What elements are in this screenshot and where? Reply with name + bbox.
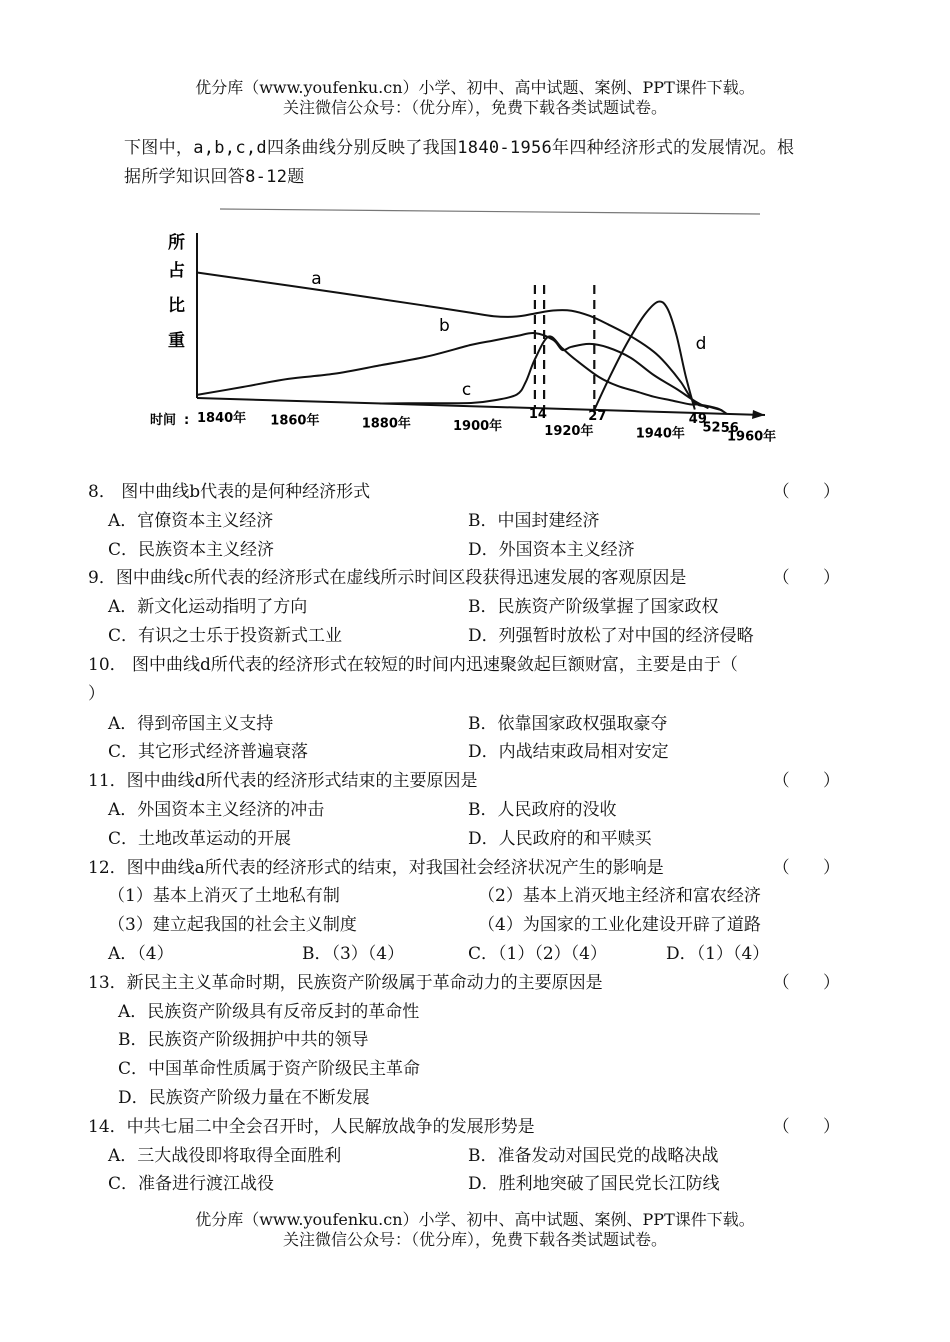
series-label-a: a: [311, 268, 322, 289]
option-d: D．民族资产阶级力量在不断发展: [118, 1087, 370, 1108]
option-d: D．内战结束政局相对安定: [468, 742, 669, 763]
question-stem: 13．新民主主义革命时期，民族资产阶级属于革命动力的主要原因是: [88, 972, 603, 993]
chart-top-rule: [220, 209, 760, 214]
option-a: A．三大战役即将取得全面胜利: [108, 1145, 342, 1166]
option-a: A．得到帝国主义支持: [108, 713, 274, 734]
question-13: [88, 969, 868, 998]
x-axis-arrow: [752, 410, 765, 419]
x-tick-label: 1940年: [635, 426, 685, 442]
statement-4: （4）为国家的工业化建设开辟了道路: [478, 915, 761, 936]
footer-line-2: 关注微信公众号：（优分库），免费下载各类试题试卷。: [282, 1230, 667, 1249]
option-c: C．准备进行渡江战役: [108, 1174, 275, 1195]
question-list: [88, 478, 868, 1199]
series-label-c: c: [461, 380, 472, 401]
question-9: [88, 564, 868, 593]
x-tick-label: 1960年: [727, 429, 777, 445]
option-a: A．官僚资本主义经济: [108, 510, 274, 531]
option-c: C．中国革命性质属于资产阶级民主革命: [118, 1059, 421, 1080]
header-line-1: 优分库（www.youfenku.cn）小学、初中、高中试题、案例、PPT课件下载。: [195, 78, 755, 97]
option-d: D．胜利地突破了国民党长江防线: [468, 1174, 720, 1195]
x-tick-label: 1880年: [361, 416, 411, 432]
option-d: D．列强暂时放松了对中国的经济侵略: [468, 625, 754, 646]
option-d: D．人民政府的和平赎买: [468, 828, 652, 849]
answer-paren: （ ）: [772, 972, 854, 993]
series-b-line: [197, 333, 709, 408]
marker-year-label: 27: [588, 408, 607, 424]
ylabel-char-1: 所: [168, 233, 185, 253]
question-8: [88, 478, 868, 507]
series-a-line: [197, 273, 722, 411]
option-b: B．准备发动对国民党的战略决战: [468, 1145, 719, 1166]
answer-paren: （ ）: [772, 482, 854, 502]
question-12: [88, 854, 868, 883]
series-label-b: b: [439, 316, 450, 337]
option-b: B．人民政府的没收: [468, 799, 617, 820]
question-stem: 11．图中曲线d所代表的经济形式结束的主要原因是: [88, 771, 478, 792]
ylabel-char-3: 比: [168, 296, 185, 316]
footer-line-1: 优分库（www.youfenku.cn）小学、初中、高中试题、案例、PPT课件下载。: [195, 1210, 755, 1229]
option-d: D．外国资本主义经济: [468, 539, 635, 560]
option-row: [88, 1142, 868, 1171]
marker-year-label: 52: [702, 420, 721, 436]
question-10-cont: [88, 680, 868, 710]
option-c: C．土地改革运动的开展: [108, 828, 292, 849]
intro-line-2: 据所学知识回答8-12题: [124, 167, 305, 187]
answer-paren-close: ）: [88, 683, 105, 704]
option-a: A．新文化运动指明了方向: [108, 597, 308, 618]
intro-paragraph: [124, 134, 864, 192]
option-c: C．（1）（2）（4）: [468, 943, 607, 964]
option-row: [88, 710, 868, 739]
question-10: [88, 651, 868, 680]
option-row: [88, 825, 868, 854]
option-row: [88, 1170, 868, 1199]
xlabel: 时间: [150, 413, 177, 428]
option-a: A．外国资本主义经济的冲击: [108, 799, 325, 820]
economy-chart: [100, 200, 780, 470]
question-stem: 10． 图中曲线d所代表的经济形式在较短的时间内迅速聚敛起巨额财富，主要是由于（: [88, 654, 738, 675]
question-stem: 12．图中曲线a所代表的经济形式的结束，对我国社会经济状况产生的影响是: [88, 857, 664, 878]
option-row: [88, 1026, 868, 1055]
x-tick-label: 1920年: [544, 423, 594, 439]
option-row: [88, 940, 868, 969]
option-row: [88, 593, 868, 622]
statement-row: [88, 911, 868, 940]
question-stem: 14．中共七届二中全会召开时，人民解放战争的发展形势是: [88, 1116, 535, 1137]
x-axis: [197, 398, 765, 415]
answer-paren: （ ）: [772, 568, 854, 589]
statement-3: （3）建立起我国的社会主义制度: [108, 915, 357, 936]
option-d: D．（1）（4）: [666, 943, 770, 964]
marker-year-label: 14: [528, 407, 547, 423]
option-row: [88, 796, 868, 825]
series-label-d: d: [695, 333, 707, 354]
option-c: C．其它形式经济普遍衰落: [108, 742, 309, 763]
xlabel-colon: :: [184, 413, 190, 428]
option-c: C．民族资本主义经济: [108, 539, 275, 560]
option-row: [88, 536, 868, 565]
question-14: [88, 1113, 868, 1142]
x-tick-label: 1900年: [453, 419, 503, 435]
question-stem: 9．图中曲线c所代表的经济形式在虚线所示时间区段获得迅速发展的客观原因是: [88, 568, 687, 589]
option-row: [88, 507, 868, 536]
option-row: [88, 998, 868, 1027]
option-b: B．中国封建经济: [468, 510, 600, 531]
marker-year-label: 49: [688, 411, 707, 427]
page-footer: [0, 1210, 950, 1250]
option-b: B．民族资产阶级掌握了国家政权: [468, 597, 719, 618]
question-stem: 8． 图中曲线b代表的是何种经济形式: [88, 482, 371, 502]
page-header: [0, 78, 950, 118]
ylabel-char-2: 占: [168, 261, 185, 281]
option-b: B．民族资产阶级拥护中共的领导: [118, 1030, 369, 1051]
marker-year-label: 56: [720, 420, 739, 436]
answer-paren: （ ）: [772, 771, 854, 792]
ylabel-char-4: 重: [168, 331, 185, 351]
option-b: B．依靠国家政权强取豪夺: [468, 713, 668, 734]
x-tick-label: 1860年: [270, 413, 320, 429]
statement-2: （2）基本上消灭地主经济和富农经济: [478, 886, 761, 907]
header-line-2: 关注微信公众号：（优分库），免费下载各类试题试卷。: [282, 98, 667, 117]
option-row: [88, 1055, 868, 1084]
statement-row: [88, 882, 868, 911]
option-row: [88, 738, 868, 767]
statement-1: （1）基本上消灭了土地私有制: [108, 886, 340, 907]
option-c: C．有识之士乐于投资新式工业: [108, 625, 343, 646]
answer-paren: （ ）: [772, 857, 854, 878]
option-b: B．（3）（4）: [302, 943, 405, 964]
x-tick-label: 1840年: [197, 411, 247, 426]
intro-line-1: 下图中，a,b,c,d四条曲线分别反映了我国1840-1956年四种经济形式的发展情况。根: [124, 138, 795, 158]
question-11: [88, 767, 868, 796]
option-row: [88, 1084, 868, 1113]
option-a: A．民族资产阶级具有反帝反封的革命性: [118, 1001, 420, 1022]
option-a: A．（4）: [108, 943, 174, 964]
answer-paren: （ ）: [772, 1116, 854, 1137]
option-row: [88, 622, 868, 651]
